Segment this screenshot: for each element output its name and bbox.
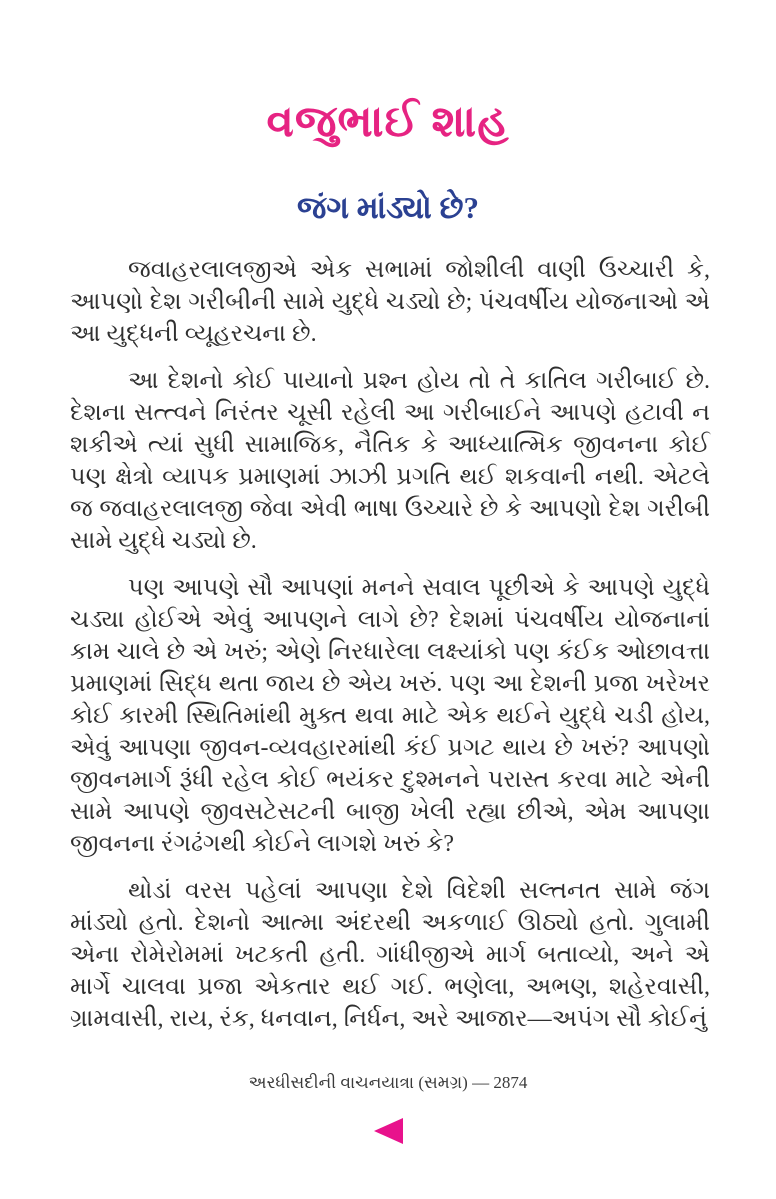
page-nav [0,1117,776,1145]
author-title: વજુભાઈ શાહ [266,97,510,146]
paragraph-1: જવાહરલાલજીએ એક સભામાં જોશીલી વાણી ઉચ્ચારી કે, આપણો દેશ ગરીબીની સામે યુદ્ધે ચડ્યો છે; પંચવર્ષીય યોજનાઓ એ આ યુદ્ધની વ્યૂહરચના છે. [70,257,710,347]
article-body [70,254,710,1035]
previous-page-icon[interactable] [374,1118,403,1144]
article-title: જંગ માંડ્યો છે? [297,190,479,225]
paragraph-3: પણ આપણે સૌ આપણાં મનને સવાલ પૂછીએ કે આપણે યુદ્ધે ચડ્યા હોઈએ એવું આપણને લાગે છે? દેશમાં પંચવર્ષીય યોજનાનાં કામ ચાલે છે એ ખરું; એણે નિરધારેલા લક્ષ્યાંકો પણ કંઈક ઓછાવત્તા પ્રમાણમાં સિદ્ધ થતા જાય છે એય ખરું. પણ આ દેશની પ્રજા ખરેખર કોઈ કારમી સ્થિતિમાંથી મુક્ત થવા માટે એક થઈને યુદ્ધે ચડી હોય, એવું આપણા જીવન-વ્યવહારમાંથી કંઈ પ્રગટ થાય છે ખરું? આપણો જીવનમાર્ગ રૂંધી રહેલ કોઈ ભયંકર દુશ્મનને પરાસ્ત કરવા માટે એની સામે આપણે જીવસટેસટની બાજી ખેલી રહ્યા છીએ, એમ આપણા જીવનના રંગઢંગથી કોઈને લાગશે ખરું કે? [70,575,710,857]
paragraph-4: થોડાં વરસ પહેલાં આપણા દેશે વિદેશી સલ્તનત સામે જંગ માંડ્યો હતો. દેશનો આત્મા અંદરથી અકળાઈ ઊઠ્યો હતો. ગુલામી એના રોમેરોમમાં ખટકતી હતી. ગાંધીજીએ માર્ગ બતાવ્યો, અને એ માર્ગે ચાલવા પ્રજા એકતાર થઈ ગઈ. ભણેલા, અભણ, શહેરવાસી, ગ્રામવાસી, રાય, રંક, ધનવાન, નિર્ધન, અરે આજાર—અપંગ સૌ કોઈનું [70,878,710,1032]
book-series-footer: અરધીસદીની વાચનયાત્રા (સમગ્ર) — 2874 [248,1073,528,1092]
paragraph-2: આ દેશનો કોઈ પાયાનો પ્રશ્ન હોય તો તે કાતિલ ગરીબાઈ છે. દેશના સત્ત્વને નિરંતર ચૂસી રહેલી આ ગરીબાઈને આપણે હટાવી ન શકીએ ત્યાં સુધી સામાજિક, નૈતિક કે આધ્યાત્મિક જીવનના કોઈ પણ ક્ષેત્રો વ્યાપક પ્રમાણમાં ઝાઝી પ્રગતિ થઈ શકવાની નથી. એટલે જ જવાહરલાલજી જેવા એવી ભાષા ઉચ્ચારે છે કે આપણો દેશ ગરીબી સામે યુદ્ધે ચડ્યો છે. [70,368,710,554]
